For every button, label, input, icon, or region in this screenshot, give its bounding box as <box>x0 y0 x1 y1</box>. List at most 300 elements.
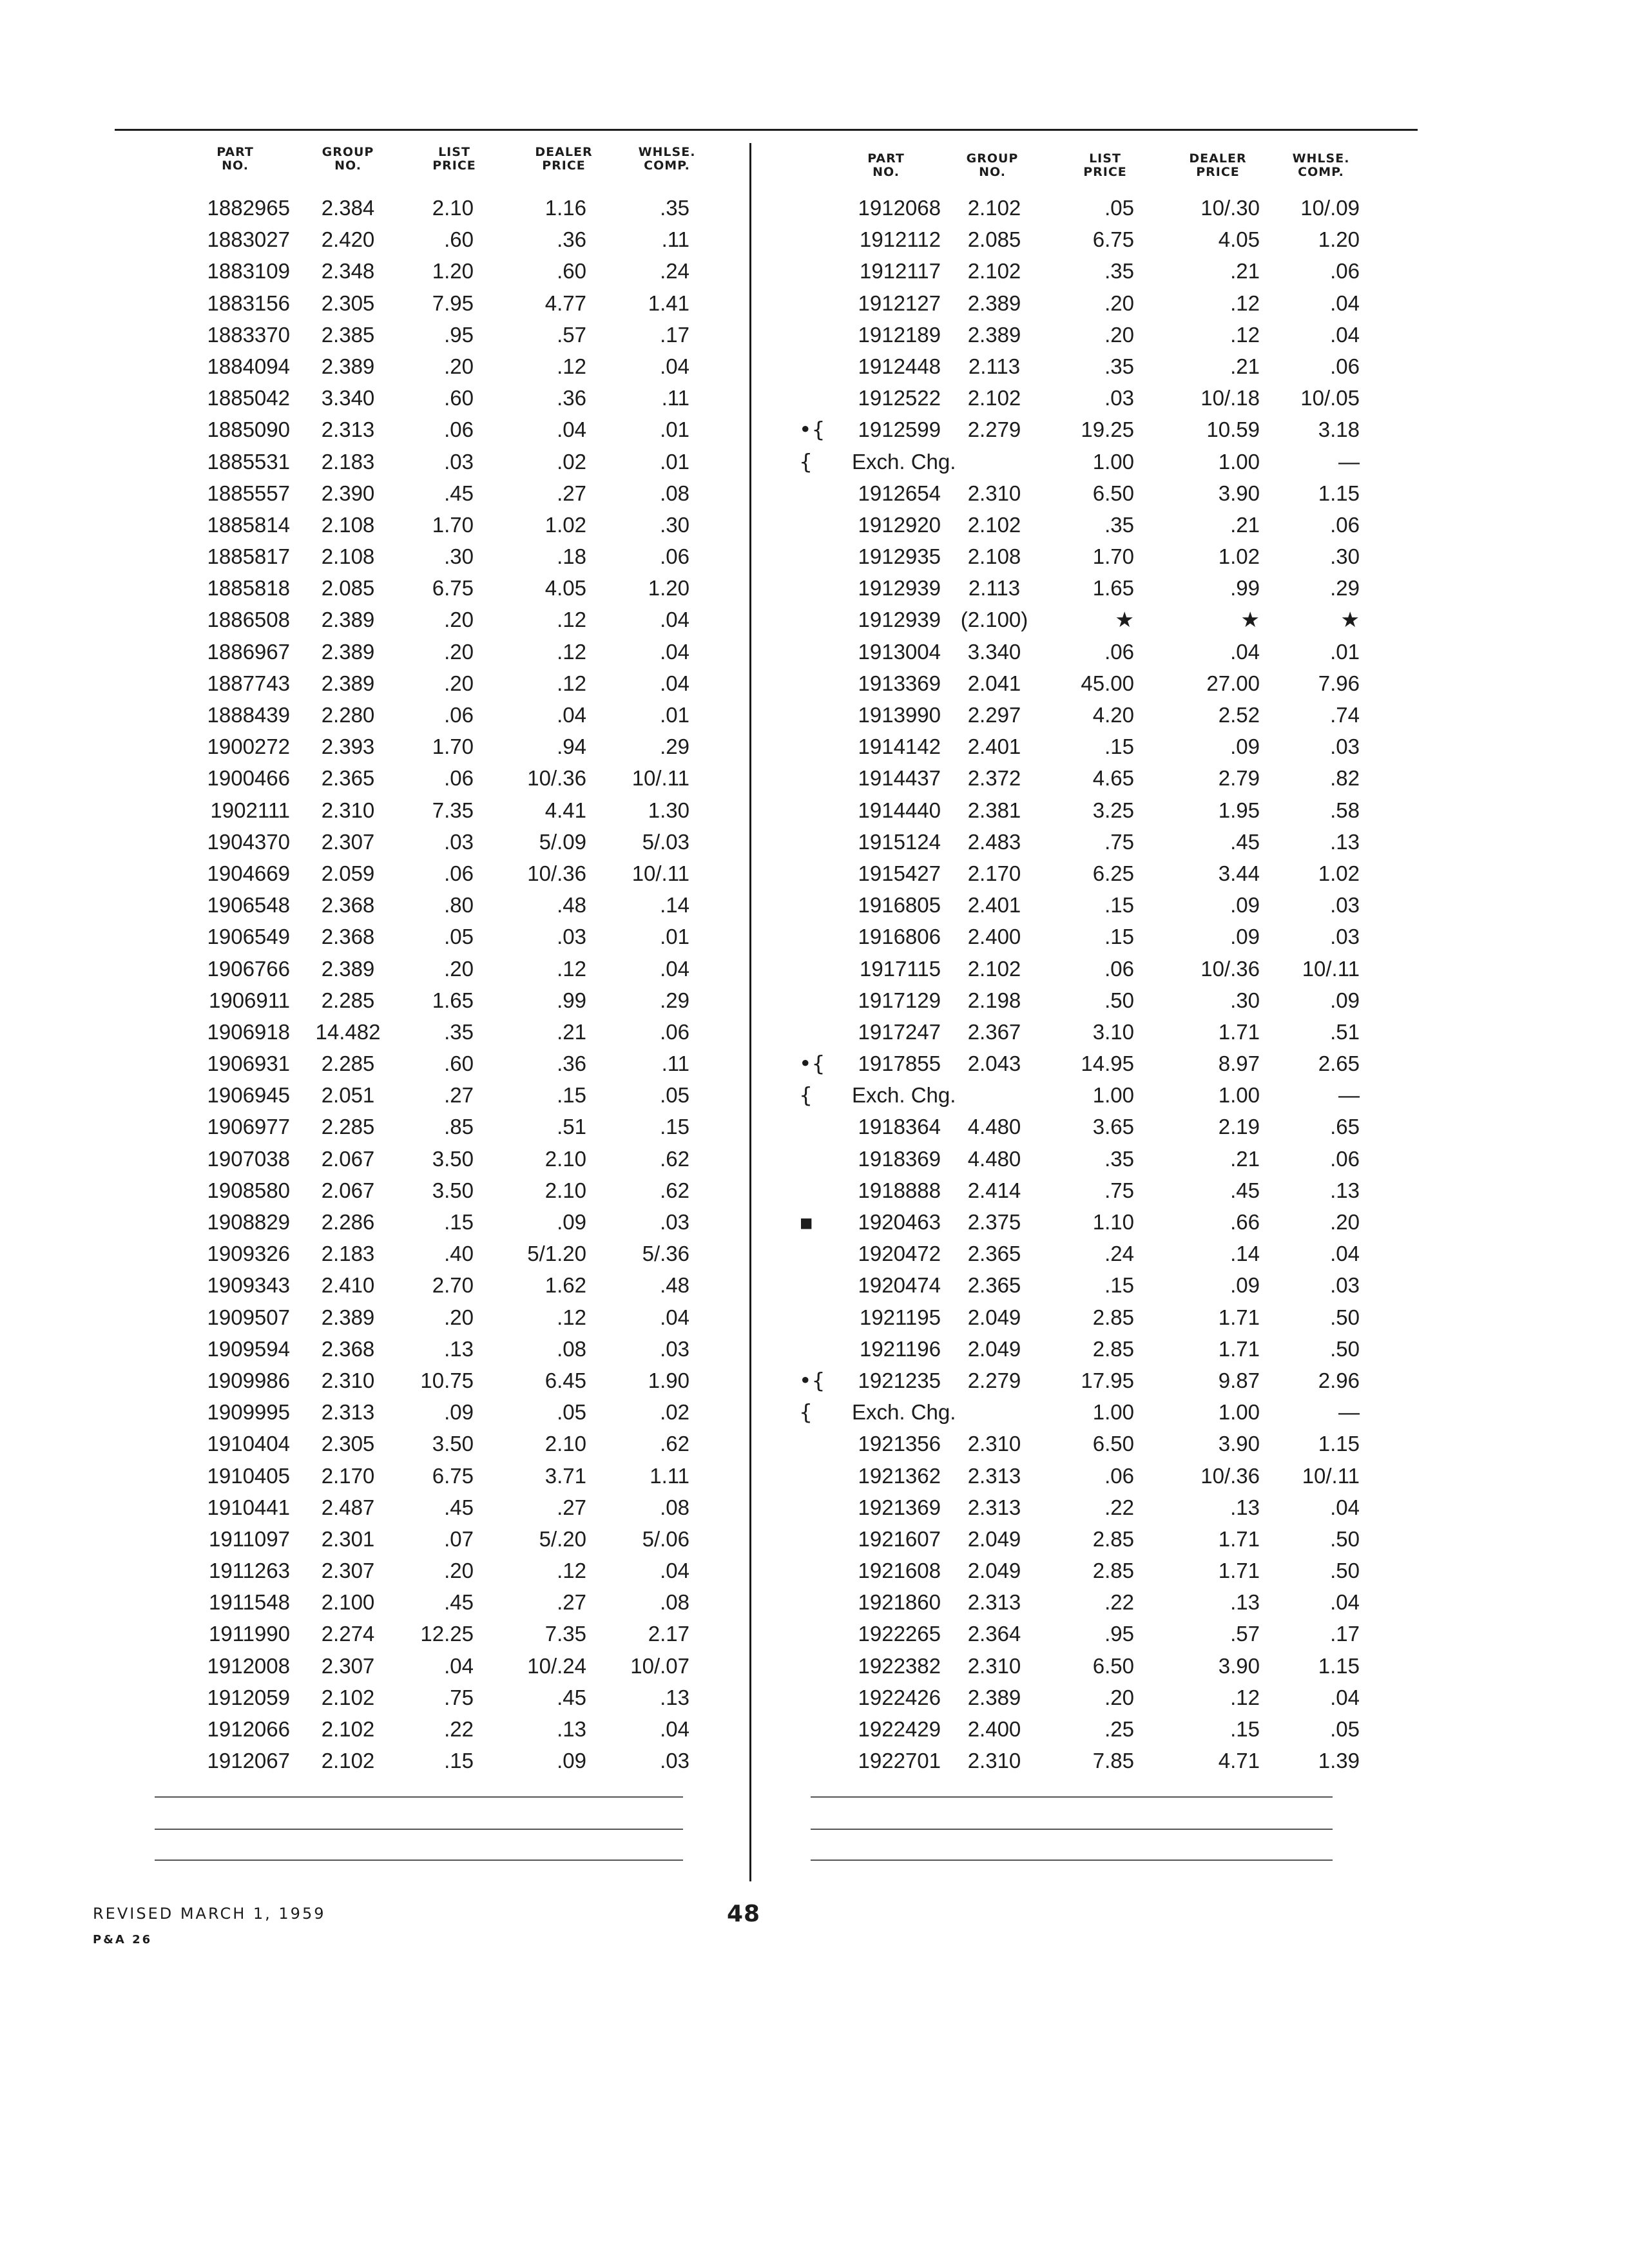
table-row <box>799 636 1379 668</box>
whlse-comp-cell: .29 <box>660 988 689 1012</box>
part-no-cell: 1910441 <box>207 1495 290 1519</box>
list-price-cell: 3.50 <box>432 1178 474 1202</box>
table-row <box>799 1460 1379 1492</box>
part-no-cell: 1920472 <box>858 1242 941 1266</box>
part-no-cell: 1907038 <box>207 1146 290 1171</box>
whlse-comp-cell: .50 <box>1330 1559 1360 1583</box>
table-row <box>799 1175 1379 1206</box>
part-no-cell: 1921369 <box>858 1495 941 1519</box>
group-no-cell: 2.198 <box>967 988 1021 1012</box>
table-row <box>155 1143 722 1175</box>
dealer-price-cell: .45 <box>1230 1178 1260 1202</box>
group-no-cell: 2.049 <box>967 1526 1021 1551</box>
part-no-cell: 1921608 <box>858 1559 941 1583</box>
table-row <box>155 1269 722 1301</box>
whlse-comp-cell: .04 <box>1330 1242 1360 1266</box>
list-price-cell: .20 <box>1104 291 1134 315</box>
dealer-price-cell: 3.90 <box>1218 1653 1260 1678</box>
list-price-cell: 2.10 <box>432 196 474 220</box>
row-marker: ▪ <box>799 1209 814 1235</box>
dealer-price-cell: 4.41 <box>545 798 586 822</box>
list-price-cell: 12.25 <box>420 1622 474 1646</box>
dealer-price-cell: 6.45 <box>545 1368 586 1392</box>
dealer-price-cell: 2.52 <box>1218 703 1260 727</box>
whlse-comp-cell: 3.18 <box>1318 418 1360 442</box>
list-price-cell: 2.85 <box>1092 1559 1134 1583</box>
whlse-comp-cell: 10/.09 <box>1300 196 1360 220</box>
group-no-cell: 2.310 <box>321 1368 375 1392</box>
group-no-cell: 2.400 <box>967 925 1021 949</box>
group-no-cell: 2.389 <box>321 956 375 981</box>
whlse-comp-cell: .65 <box>1330 1115 1360 1139</box>
table-row <box>799 224 1379 255</box>
header-group-no: GROUP NO. <box>322 145 374 173</box>
whlse-comp-cell: .03 <box>660 1336 689 1361</box>
whlse-comp-cell: .11 <box>661 386 689 410</box>
part-no-cell: 1921860 <box>858 1590 941 1615</box>
group-no-cell: 2.100 <box>321 1590 375 1615</box>
group-no-cell: 2.102 <box>967 512 1021 537</box>
dealer-price-cell: .03 <box>557 925 586 949</box>
whlse-comp-cell: .82 <box>1330 766 1360 791</box>
dealer-price-cell: 1.00 <box>1218 1400 1260 1425</box>
group-no-cell: 2.400 <box>967 1717 1021 1741</box>
table-row <box>155 1206 722 1238</box>
dealer-price-cell: .08 <box>557 1336 586 1361</box>
list-price-cell: .03 <box>444 449 474 474</box>
whlse-comp-cell: .04 <box>1330 291 1360 315</box>
part-no-cell: 1912189 <box>858 322 941 347</box>
part-no-cell: 1885090 <box>207 418 290 442</box>
dealer-price-cell: .09 <box>1230 925 1260 949</box>
part-no-cell: 1900466 <box>207 766 290 791</box>
whlse-comp-cell: .08 <box>660 481 689 505</box>
list-price-cell: .04 <box>444 1653 474 1678</box>
table-row <box>799 668 1379 699</box>
list-price-cell: .75 <box>444 1685 474 1709</box>
table-row <box>155 953 722 985</box>
row-marker: { <box>799 1399 813 1425</box>
list-price-cell: 2.85 <box>1092 1305 1134 1329</box>
whlse-comp-cell: 2.17 <box>648 1622 689 1646</box>
part-no-cell: 1912068 <box>858 196 941 220</box>
whlse-comp-cell: 2.65 <box>1318 1052 1360 1076</box>
list-price-cell: .75 <box>1104 1178 1134 1202</box>
blank-line <box>811 1829 1333 1830</box>
dealer-price-cell: 1.71 <box>1218 1336 1260 1361</box>
group-no-cell: 2.313 <box>321 418 375 442</box>
group-no-cell: 2.307 <box>321 1559 375 1583</box>
dealer-price-cell: 10/.24 <box>527 1653 586 1678</box>
dealer-price-cell: .13 <box>557 1717 586 1741</box>
table-row <box>799 1682 1379 1713</box>
table-row <box>799 414 1379 445</box>
whlse-comp-cell: .01 <box>1330 639 1360 664</box>
group-no-cell: 2.049 <box>967 1559 1021 1583</box>
left-table-body <box>155 192 722 1776</box>
part-no-cell: 1915124 <box>858 829 941 854</box>
part-no-cell: 1909326 <box>207 1242 290 1266</box>
whlse-comp-cell: .74 <box>1330 703 1360 727</box>
group-no-cell: 2.410 <box>321 1273 375 1298</box>
dealer-price-cell: ★ <box>1240 608 1260 632</box>
table-row <box>155 636 722 668</box>
group-no-cell: 2.170 <box>967 861 1021 885</box>
part-no-cell: 1886967 <box>207 639 290 664</box>
table-row <box>155 1555 722 1586</box>
group-no-cell: 2.113 <box>968 354 1021 378</box>
whlse-comp-cell: .03 <box>1330 893 1360 918</box>
list-price-cell: 1.65 <box>1092 576 1134 601</box>
whlse-comp-cell: .08 <box>660 1590 689 1615</box>
left-price-table <box>155 146 722 1821</box>
part-no-cell: 1908580 <box>207 1178 290 1202</box>
table-row <box>155 1016 722 1048</box>
whlse-comp-cell: .08 <box>660 1495 689 1519</box>
dealer-price-cell: .57 <box>1230 1622 1260 1646</box>
whlse-comp-cell: .29 <box>1330 576 1360 601</box>
table-row <box>155 572 722 604</box>
part-no-cell: 1906766 <box>207 956 290 981</box>
dealer-price-cell: .12 <box>1230 322 1260 347</box>
whlse-comp-cell: .50 <box>1330 1305 1360 1329</box>
part-no-cell: 1912939 <box>858 608 941 632</box>
group-no-cell: 2.313 <box>321 1400 375 1425</box>
group-no-cell: 2.381 <box>967 798 1021 822</box>
table-row <box>155 1333 722 1365</box>
dealer-price-cell: 5/1.20 <box>527 1242 586 1266</box>
list-price-cell: .20 <box>1104 322 1134 347</box>
whlse-comp-cell: 10/.07 <box>630 1653 689 1678</box>
list-price-cell: .95 <box>444 322 474 347</box>
dealer-price-cell: .45 <box>557 1685 586 1709</box>
dealer-price-cell: .45 <box>1230 829 1260 854</box>
list-price-cell: 3.50 <box>432 1432 474 1456</box>
part-no-cell: 1909594 <box>207 1336 290 1361</box>
dealer-price-cell: 10.59 <box>1206 418 1260 442</box>
header-whlse-comp: WHLSE. COMP. <box>1292 151 1350 179</box>
group-no-cell: 2.375 <box>967 1210 1021 1234</box>
dealer-price-cell: .36 <box>557 227 586 252</box>
table-row <box>799 604 1379 635</box>
table-row <box>155 446 722 477</box>
table-row <box>799 1745 1379 1776</box>
group-no-cell: 2.108 <box>321 512 375 537</box>
list-price-cell: .20 <box>444 639 474 664</box>
table-row <box>155 1428 722 1459</box>
whlse-comp-cell: 10/.11 <box>631 766 689 791</box>
table-row <box>799 731 1379 762</box>
whlse-comp-cell: .09 <box>1330 988 1360 1012</box>
list-price-cell: .25 <box>1104 1717 1134 1741</box>
part-no-cell: 1914142 <box>858 735 941 759</box>
table-row <box>799 1650 1379 1682</box>
group-no-cell: 2.297 <box>967 703 1021 727</box>
list-price-cell: .06 <box>444 861 474 885</box>
dealer-price-cell: 2.10 <box>545 1432 586 1456</box>
group-no-cell: 2.102 <box>321 1717 375 1741</box>
group-no-cell: 2.059 <box>321 861 375 885</box>
part-no-cell: 1912935 <box>858 544 941 569</box>
part-no-cell: 1912112 <box>859 227 941 252</box>
dealer-price-cell: .21 <box>557 1019 586 1044</box>
part-no-cell: 1912522 <box>858 386 941 410</box>
group-no-cell: 2.102 <box>967 956 1021 981</box>
whlse-comp-cell: .06 <box>660 1019 689 1044</box>
part-no-cell: 1913990 <box>858 703 941 727</box>
dealer-price-cell: 2.19 <box>1218 1115 1260 1139</box>
list-price-cell: .15 <box>1104 925 1134 949</box>
table-row <box>155 1111 722 1142</box>
header-list-price: LIST PRICE <box>1083 151 1127 179</box>
whlse-comp-cell: .11 <box>661 1052 689 1076</box>
page-number: 48 <box>727 1901 761 1927</box>
dealer-price-cell: 27.00 <box>1206 671 1260 695</box>
whlse-comp-cell: 1.15 <box>1318 481 1360 505</box>
table-row <box>799 541 1379 572</box>
list-price-cell: 17.95 <box>1081 1368 1134 1392</box>
list-price-cell: 1.70 <box>432 735 474 759</box>
table-row <box>155 731 722 762</box>
list-price-cell: .06 <box>444 418 474 442</box>
part-no-cell: 1909343 <box>207 1273 290 1298</box>
part-no-cell: 1918369 <box>858 1146 941 1171</box>
part-no-cell: 1908829 <box>207 1210 290 1234</box>
whlse-comp-cell: .03 <box>1330 1273 1360 1298</box>
list-price-cell: .06 <box>444 703 474 727</box>
group-no-cell: 2.389 <box>321 671 375 695</box>
table-row <box>155 858 722 889</box>
table-row <box>799 889 1379 921</box>
table-row <box>155 287 722 319</box>
dealer-price-cell: 2.10 <box>545 1178 586 1202</box>
group-no-cell: 3.340 <box>321 386 375 410</box>
group-no-cell: 2.313 <box>967 1463 1021 1488</box>
whlse-comp-cell: .29 <box>660 735 689 759</box>
dealer-price-cell: 1.00 <box>1218 449 1260 474</box>
dealer-price-cell: 1.00 <box>1218 1083 1260 1108</box>
whlse-comp-cell: .01 <box>660 703 689 727</box>
dealer-price-cell: .13 <box>1230 1590 1260 1615</box>
table-row <box>155 826 722 858</box>
dealer-price-cell: 4.71 <box>1218 1749 1260 1773</box>
whlse-comp-cell: 1.20 <box>1318 227 1360 252</box>
row-marker: •{ <box>799 1051 825 1077</box>
part-no-cell: 1910404 <box>207 1432 290 1456</box>
part-no-cell: 1921362 <box>858 1463 941 1488</box>
whlse-comp-cell: .04 <box>660 639 689 664</box>
list-price-cell: .15 <box>1104 1273 1134 1298</box>
right-table-header <box>799 152 1379 197</box>
group-no-cell: 2.305 <box>321 1432 375 1456</box>
dealer-price-cell: 10/.36 <box>527 861 586 885</box>
row-marker: •{ <box>799 417 825 443</box>
part-no-cell: 1909995 <box>207 1400 290 1425</box>
part-no-cell: 1900272 <box>207 735 290 759</box>
group-no-cell: 2.310 <box>321 798 375 822</box>
whlse-comp-cell: — <box>1338 1083 1360 1108</box>
list-price-cell: .20 <box>444 1559 474 1583</box>
dealer-price-cell: .21 <box>1230 1146 1260 1171</box>
dealer-price-cell: 10/.36 <box>1200 956 1260 981</box>
dealer-price-cell: .30 <box>1230 988 1260 1012</box>
group-no-cell: 2.170 <box>321 1463 375 1488</box>
table-row <box>155 699 722 731</box>
list-price-cell: .22 <box>444 1717 474 1741</box>
dealer-price-cell: .04 <box>557 703 586 727</box>
table-row <box>799 953 1379 985</box>
part-no-cell: 1921235 <box>858 1368 941 1392</box>
dealer-price-cell: .09 <box>1230 1273 1260 1298</box>
group-no-cell: 2.401 <box>967 893 1021 918</box>
part-no-cell: 1912939 <box>858 576 941 601</box>
part-no-cell: 1906945 <box>207 1083 290 1108</box>
list-price-cell: 1.10 <box>1092 1210 1134 1234</box>
group-no-cell: 2.102 <box>967 386 1021 410</box>
list-price-cell: 3.65 <box>1092 1115 1134 1139</box>
dealer-price-cell: .27 <box>557 1495 586 1519</box>
group-no-cell: 14.482 <box>315 1019 381 1044</box>
group-no-cell: 4.480 <box>967 1115 1021 1139</box>
dealer-price-cell: .12 <box>557 354 586 378</box>
list-price-cell: .35 <box>1104 1146 1134 1171</box>
dealer-price-cell: .12 <box>557 956 586 981</box>
dealer-price-cell: 4.77 <box>545 291 586 315</box>
list-price-cell: .40 <box>444 1242 474 1266</box>
table-row <box>155 1079 722 1111</box>
part-no-cell: 1912654 <box>858 481 941 505</box>
whlse-comp-cell: .04 <box>660 671 689 695</box>
table-row <box>799 1143 1379 1175</box>
part-no-cell: 1902111 <box>210 798 290 822</box>
list-price-cell: 6.50 <box>1092 481 1134 505</box>
list-price-cell: .50 <box>1104 988 1134 1012</box>
list-price-cell: ★ <box>1115 608 1134 632</box>
list-price-cell: .35 <box>1104 512 1134 537</box>
list-price-cell: 7.35 <box>432 798 474 822</box>
group-no-cell: 2.365 <box>321 766 375 791</box>
dealer-price-cell: 1.62 <box>545 1273 586 1298</box>
list-price-cell: 19.25 <box>1081 418 1134 442</box>
part-no-cell: 1920474 <box>858 1273 941 1298</box>
part-no-cell: 1906548 <box>207 893 290 918</box>
whlse-comp-cell: .03 <box>660 1210 689 1234</box>
dealer-price-cell: .12 <box>557 639 586 664</box>
group-no-cell: 4.480 <box>967 1146 1021 1171</box>
part-no-cell: 1912117 <box>859 259 941 284</box>
dealer-price-cell: .12 <box>557 1559 586 1583</box>
list-price-cell: .20 <box>444 608 474 632</box>
table-row <box>799 1206 1379 1238</box>
table-row <box>155 1492 722 1523</box>
dealer-price-cell: .12 <box>1230 291 1260 315</box>
dealer-price-cell: .60 <box>557 259 586 284</box>
table-row <box>799 446 1379 477</box>
dealer-price-cell: .21 <box>1230 259 1260 284</box>
group-no-cell: 2.414 <box>967 1178 1021 1202</box>
table-row <box>155 1396 722 1428</box>
table-row <box>799 1555 1379 1586</box>
dealer-price-cell: .21 <box>1230 354 1260 378</box>
whlse-comp-cell: .03 <box>1330 735 1360 759</box>
group-no-cell: 2.049 <box>967 1305 1021 1329</box>
group-no-cell: 2.310 <box>967 1749 1021 1773</box>
part-no-cell: 1920463 <box>858 1210 941 1234</box>
form-code: P&A 26 <box>93 1933 153 1946</box>
whlse-comp-cell: .06 <box>1330 259 1360 284</box>
blank-line <box>155 1860 683 1861</box>
whlse-comp-cell: .04 <box>660 1717 689 1741</box>
part-no-cell: 1912067 <box>207 1749 290 1773</box>
part-no-cell: 1912448 <box>858 354 941 378</box>
dealer-price-cell: .99 <box>557 988 586 1012</box>
dealer-price-cell: .36 <box>557 386 586 410</box>
list-price-cell: .05 <box>1104 196 1134 220</box>
dealer-price-cell: 10/.30 <box>1200 196 1260 220</box>
table-row <box>799 1302 1379 1333</box>
part-no-cell: 1916806 <box>858 925 941 949</box>
table-row <box>155 351 722 382</box>
whlse-comp-cell: .04 <box>660 354 689 378</box>
dealer-price-cell: 3.90 <box>1218 481 1260 505</box>
part-no-cell: 1921196 <box>859 1336 941 1361</box>
part-no-cell: Exch. Chg. <box>852 1083 956 1108</box>
table-row <box>155 762 722 794</box>
group-no-cell: 2.085 <box>967 227 1021 252</box>
group-no-cell: 2.285 <box>321 1115 375 1139</box>
whlse-comp-cell: — <box>1338 449 1360 474</box>
row-marker: { <box>799 1082 813 1108</box>
dealer-price-cell: .18 <box>557 544 586 569</box>
group-no-cell: 2.389 <box>321 354 375 378</box>
whlse-comp-cell: 1.30 <box>648 798 689 822</box>
part-no-cell: 1922382 <box>858 1653 941 1678</box>
table-row <box>155 255 722 287</box>
list-price-cell: .06 <box>1104 639 1134 664</box>
dealer-price-cell: 8.97 <box>1218 1052 1260 1076</box>
whlse-comp-cell: .50 <box>1330 1526 1360 1551</box>
list-price-cell: 7.95 <box>432 291 474 315</box>
group-no-cell: 2.085 <box>321 576 375 601</box>
whlse-comp-cell: 1.15 <box>1318 1653 1360 1678</box>
part-no-cell: 1906918 <box>207 1019 290 1044</box>
table-row <box>799 1016 1379 1048</box>
group-no-cell: 2.365 <box>967 1273 1021 1298</box>
whlse-comp-cell: 1.15 <box>1318 1432 1360 1456</box>
list-price-cell: .45 <box>444 1495 474 1519</box>
group-no-cell: 2.067 <box>321 1146 375 1171</box>
row-marker: •{ <box>799 1367 825 1393</box>
part-no-cell: 1888439 <box>207 703 290 727</box>
group-no-cell: 2.067 <box>321 1178 375 1202</box>
group-no-cell: 2.274 <box>321 1622 375 1646</box>
dealer-price-cell: .12 <box>557 671 586 695</box>
part-no-cell: 1921607 <box>858 1526 941 1551</box>
table-row <box>155 192 722 224</box>
part-no-cell: 1884094 <box>207 354 290 378</box>
whlse-comp-cell: .06 <box>1330 1146 1360 1171</box>
part-no-cell: 1885042 <box>207 386 290 410</box>
group-no-cell: 2.108 <box>321 544 375 569</box>
group-no-cell: 2.365 <box>967 1242 1021 1266</box>
dealer-price-cell: .48 <box>557 893 586 918</box>
whlse-comp-cell: .01 <box>660 449 689 474</box>
part-no-cell: Exch. Chg. <box>852 449 956 474</box>
table-row <box>155 1175 722 1206</box>
blank-line <box>811 1796 1333 1798</box>
whlse-comp-cell: — <box>1338 1400 1360 1425</box>
list-price-cell: .03 <box>444 829 474 854</box>
